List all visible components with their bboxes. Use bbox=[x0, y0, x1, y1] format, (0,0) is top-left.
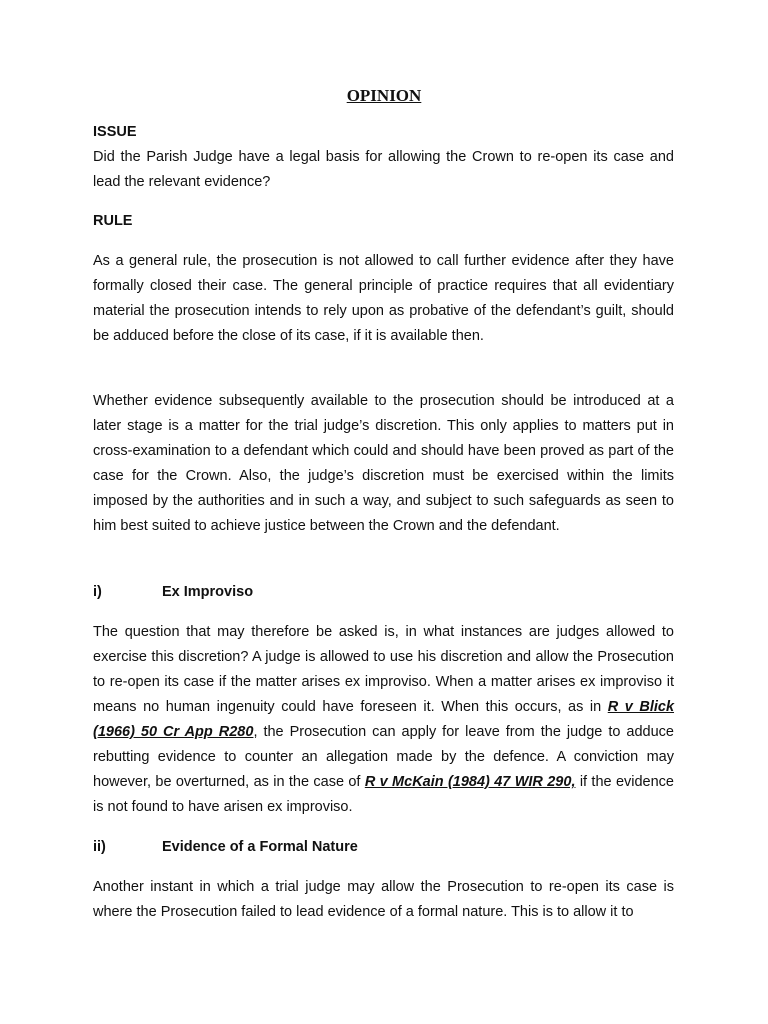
section-i-text-a: The question that may therefore be asked is, in what instances are judges allowed to exercise this discretion? A judge is allowed to use his discretion and allow the Prosecution to re-open its case if the matter arises ex improviso. When a matter arises ex improviso it means no human ingenuity could have foreseen it. When this occurs, as in bbox=[93, 624, 674, 715]
section-ii-number: ii) bbox=[93, 839, 106, 855]
section-ii-heading bbox=[93, 835, 674, 860]
case-citation-mckain: R v McKain (1984) 47 WIR 290, bbox=[364, 774, 576, 790]
section-i-number: i) bbox=[93, 584, 102, 600]
issue-text: Did the Parish Judge have a legal basis for allowing the Crown to re-open its case and lead the relevant evidence? bbox=[93, 149, 674, 190]
section-i-paragraph bbox=[93, 620, 674, 820]
rule-paragraph-1: As a general rule, the prosecution is not allowed to call further evidence after they have formally closed their case. The general principle of practice requires that all evidentiary material the prosecution intends to rely upon as probative of the defendant’s guilt, should be adduced before the close of its case, if it is available then. bbox=[93, 253, 674, 344]
rule-paragraph-2: Whether evidence subsequently available to the prosecution should be introduced at a later stage is a matter for the trial judge’s discretion. This only applies to matters put in cross-examination to a defendant which could and should have been proved as part of the case for the Crown. Also, the judge’s discretion must be exercised within the limits imposed by the authorities and in such a way, and subject to such safeguards as seen to him best suited to achieve justice between the Crown and the defendant. bbox=[93, 393, 674, 534]
section-ii-title: Evidence of a Formal Nature bbox=[162, 839, 358, 855]
issue-heading: ISSUE bbox=[93, 124, 137, 140]
section-i-title: Ex Improviso bbox=[162, 584, 254, 600]
section-i-text-c: if the evidence is not found to have arisen ex improviso. bbox=[93, 774, 674, 815]
case-citation-blick: R v Blick (1966) 50 Cr App R280 bbox=[93, 699, 675, 740]
rule-heading: RULE bbox=[93, 213, 133, 229]
section-i-text-b: , the Prosecution can apply for leave from the judge to adduce rebutting evidence to counter an allegation made by the defence. A conviction may however, be overturned, as in the case of bbox=[93, 724, 674, 790]
section-ii-paragraph: Another instant in which a trial judge may allow the Prosecution to re-open its case is where the Prosecution failed to lead evidence of a formal nature. This is to allow it to bbox=[93, 879, 674, 920]
page-title: OPINION bbox=[346, 86, 422, 105]
section-i-heading bbox=[93, 580, 674, 605]
